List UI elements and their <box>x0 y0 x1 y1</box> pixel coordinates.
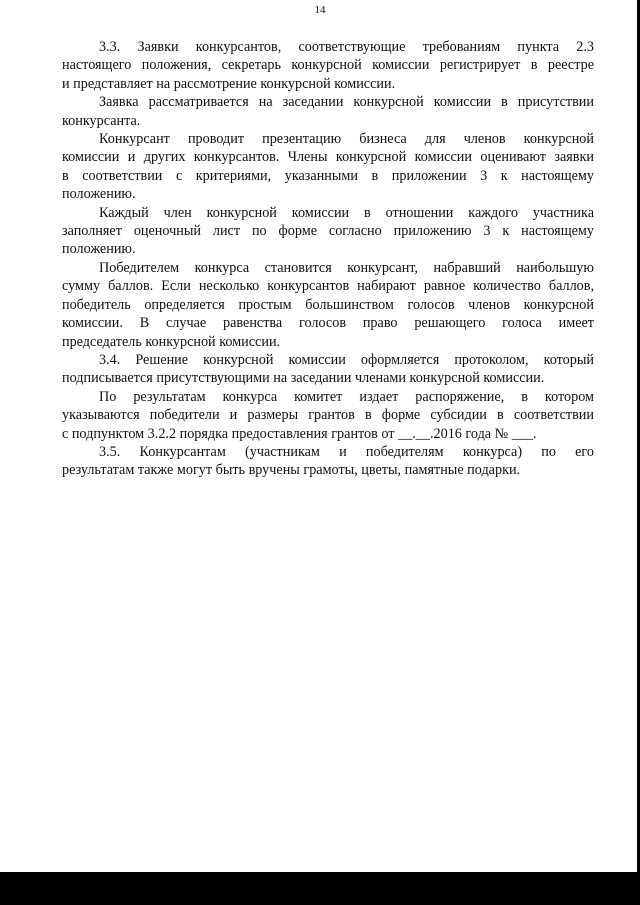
text-line: победитель определяется простым большинством голосов членов конкурсной <box>62 296 594 313</box>
text-line: и представляет на рассмотрение конкурсной комиссии. <box>62 75 396 92</box>
text-line: подписывается присутствующими на заседании членами конкурсной комиссии. <box>62 370 545 387</box>
text-line: комиссии и других конкурсантов. Члены конкурсной комиссии оценивают заявки <box>62 149 594 166</box>
paragraph <box>62 259 594 351</box>
text-line: положению. <box>62 241 136 258</box>
paragraph <box>62 351 594 388</box>
paragraph <box>62 93 594 130</box>
text-line: председатель конкурсной комиссии. <box>62 333 281 350</box>
text-line: По результатам конкурса комитет издает распоряжение, в котором <box>99 388 594 405</box>
text-line: комиссии. В случае равенства голосов право решающего голоса имеет <box>62 315 594 332</box>
text-line: сумму баллов. Если несколько конкурсантов набирают равное количество баллов, <box>62 278 594 295</box>
document-body <box>62 38 594 480</box>
paragraph <box>62 38 594 93</box>
text-line: Каждый член конкурсной комиссии в отношении каждого участника <box>99 204 594 221</box>
text-line: 3.4. Решение конкурсной комиссии оформляется протоколом, который <box>99 351 594 368</box>
text-line: 3.5. Конкурсантам (участникам и победителям конкурса) по его <box>99 443 594 460</box>
paragraph <box>62 130 594 204</box>
paragraph <box>62 388 594 443</box>
text-line: с подпунктом 3.2.2 порядка предоставления грантов от __.__.2016 года № ___. <box>62 425 537 442</box>
text-line: Победителем конкурса становится конкурсант, набравший наибольшую <box>99 259 594 276</box>
text-line: указываются победители и размеры грантов в форме субсидии в соответствии <box>62 407 594 424</box>
scan-edge-bottom <box>0 872 640 905</box>
text-line: Конкурсант проводит презентацию бизнеса для членов конкурсной <box>99 131 594 148</box>
text-line: заполняет оценочный лист по форме согласно приложению 3 к настоящему <box>62 223 594 240</box>
text-line: в соответствии с критериями, указанными в приложении 3 к настоящему <box>62 167 594 184</box>
paragraph <box>62 443 594 480</box>
text-line: Заявка рассматривается на заседании конкурсной комиссии в присутствии <box>99 94 594 111</box>
text-line: 3.3. Заявки конкурсантов, соответствующие требованиям пункта 2.3 <box>99 39 594 55</box>
text-line: положению. <box>62 186 136 203</box>
text-line: настоящего положения, секретарь конкурсной комиссии регистрирует в реестре <box>62 57 594 74</box>
text-line: результатам также могут быть вручены грамоты, цветы, памятные подарки. <box>62 462 521 479</box>
text-line: конкурсанта. <box>62 112 141 129</box>
page-number: 14 <box>314 4 326 16</box>
paragraph <box>62 204 594 259</box>
